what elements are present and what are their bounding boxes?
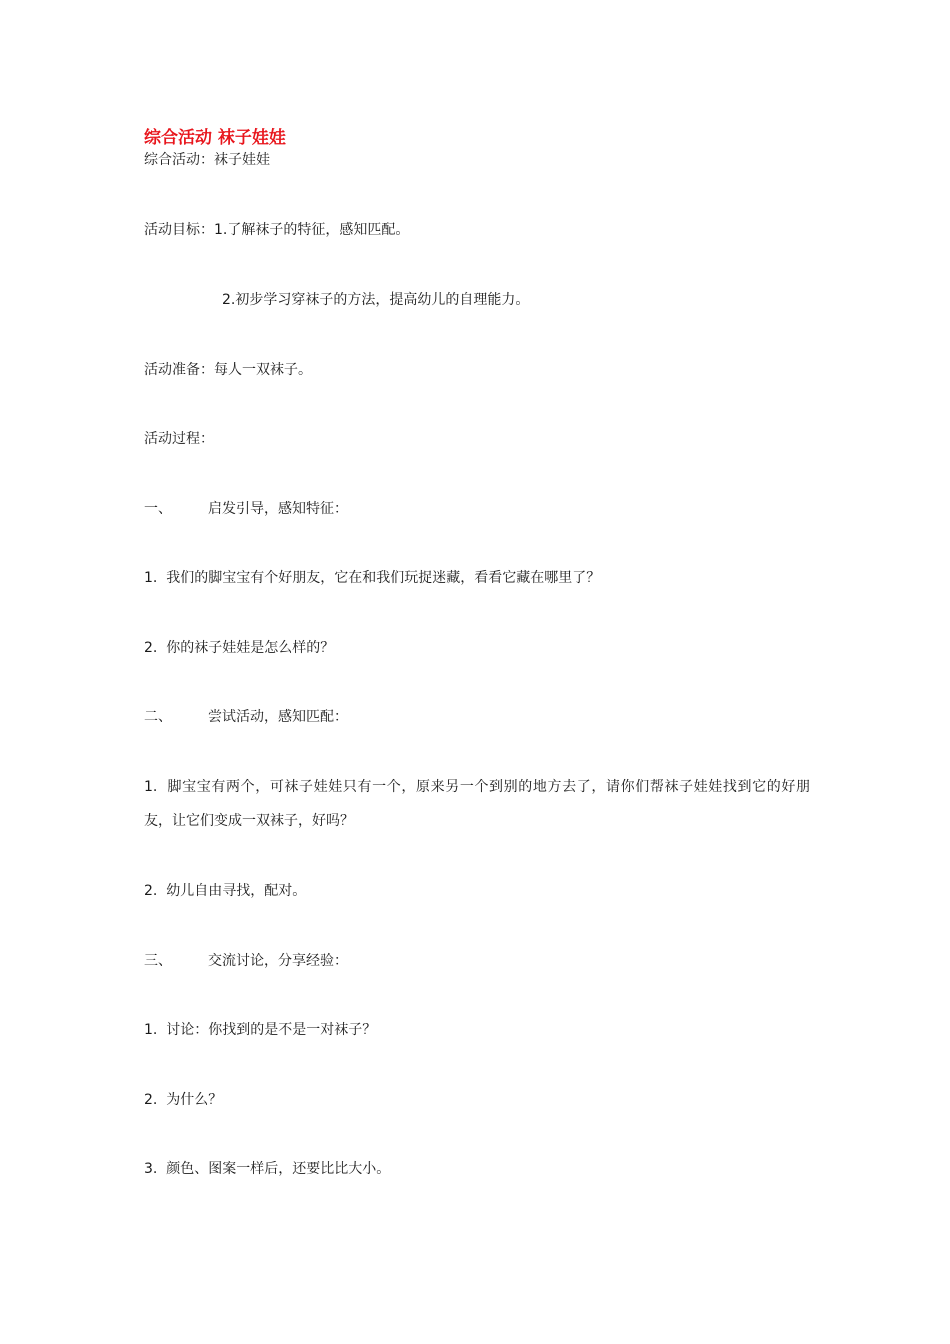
section-heading <box>144 951 348 971</box>
item-number: 2. <box>144 1092 158 1108</box>
section-heading <box>144 707 348 727</box>
item-text: 你的袜子娃娃是怎么样的？ <box>166 640 335 656</box>
item-text: 幼儿自由寻找，配对。 <box>166 883 307 899</box>
list-item <box>144 770 810 838</box>
goal-line-1 <box>144 220 409 240</box>
item-number: 1. <box>144 570 158 586</box>
section-label: 二、 <box>144 709 172 725</box>
section-heading-text: 尝试活动，感知匹配： <box>208 709 348 725</box>
list-item <box>144 568 600 588</box>
item-text: 我们的脚宝宝有个好朋友，它在和我们玩捉迷藏，看看它藏在哪里了？ <box>166 570 601 586</box>
item-number: 1. <box>144 779 158 795</box>
document-title: 综合活动 袜子娃娃 <box>144 128 286 148</box>
section-label: 一、 <box>144 501 172 517</box>
list-item <box>144 1090 222 1110</box>
item-text: 为什么？ <box>166 1092 223 1108</box>
item-number: 2. <box>144 883 158 899</box>
document-subtitle: 综合活动：袜子娃娃 <box>144 152 270 168</box>
goal-line-2 <box>222 290 529 310</box>
item-text: 颜色、图案一样后，还要比比大小。 <box>166 1161 391 1177</box>
goals-label: 活动目标： <box>144 222 214 238</box>
item-text: 讨论：你找到的是不是一对袜子？ <box>166 1022 377 1038</box>
section-heading-text: 启发引导，感知特征： <box>208 501 348 517</box>
section-label: 三、 <box>144 953 172 969</box>
section-heading-text: 交流讨论，分享经验： <box>208 953 348 969</box>
item-number: 2. <box>144 640 158 656</box>
list-item <box>144 1020 376 1040</box>
list-item <box>144 638 334 658</box>
item-text: 脚宝宝有两个，可袜子娃娃只有一个，原来另一个到别的地方去了，请你们帮袜子娃娃找到它的好朋友，让它们变成一双袜子，好吗？ <box>144 779 810 829</box>
list-item <box>144 881 306 901</box>
preparation: 活动准备：每人一双袜子。 <box>144 362 312 378</box>
goal-1-text: 了解袜子的特征，感知匹配。 <box>227 222 410 238</box>
process-heading: 活动过程： <box>144 431 214 447</box>
item-number: 3. <box>144 1161 158 1177</box>
goal-2-text: 初步学习穿袜子的方法，提高幼儿的自理能力。 <box>235 292 530 308</box>
section-heading <box>144 499 348 519</box>
goal-2-number: 2. <box>222 292 236 308</box>
item-number: 1. <box>144 1022 158 1038</box>
goal-1-number: 1. <box>214 222 228 238</box>
list-item <box>144 1159 390 1179</box>
